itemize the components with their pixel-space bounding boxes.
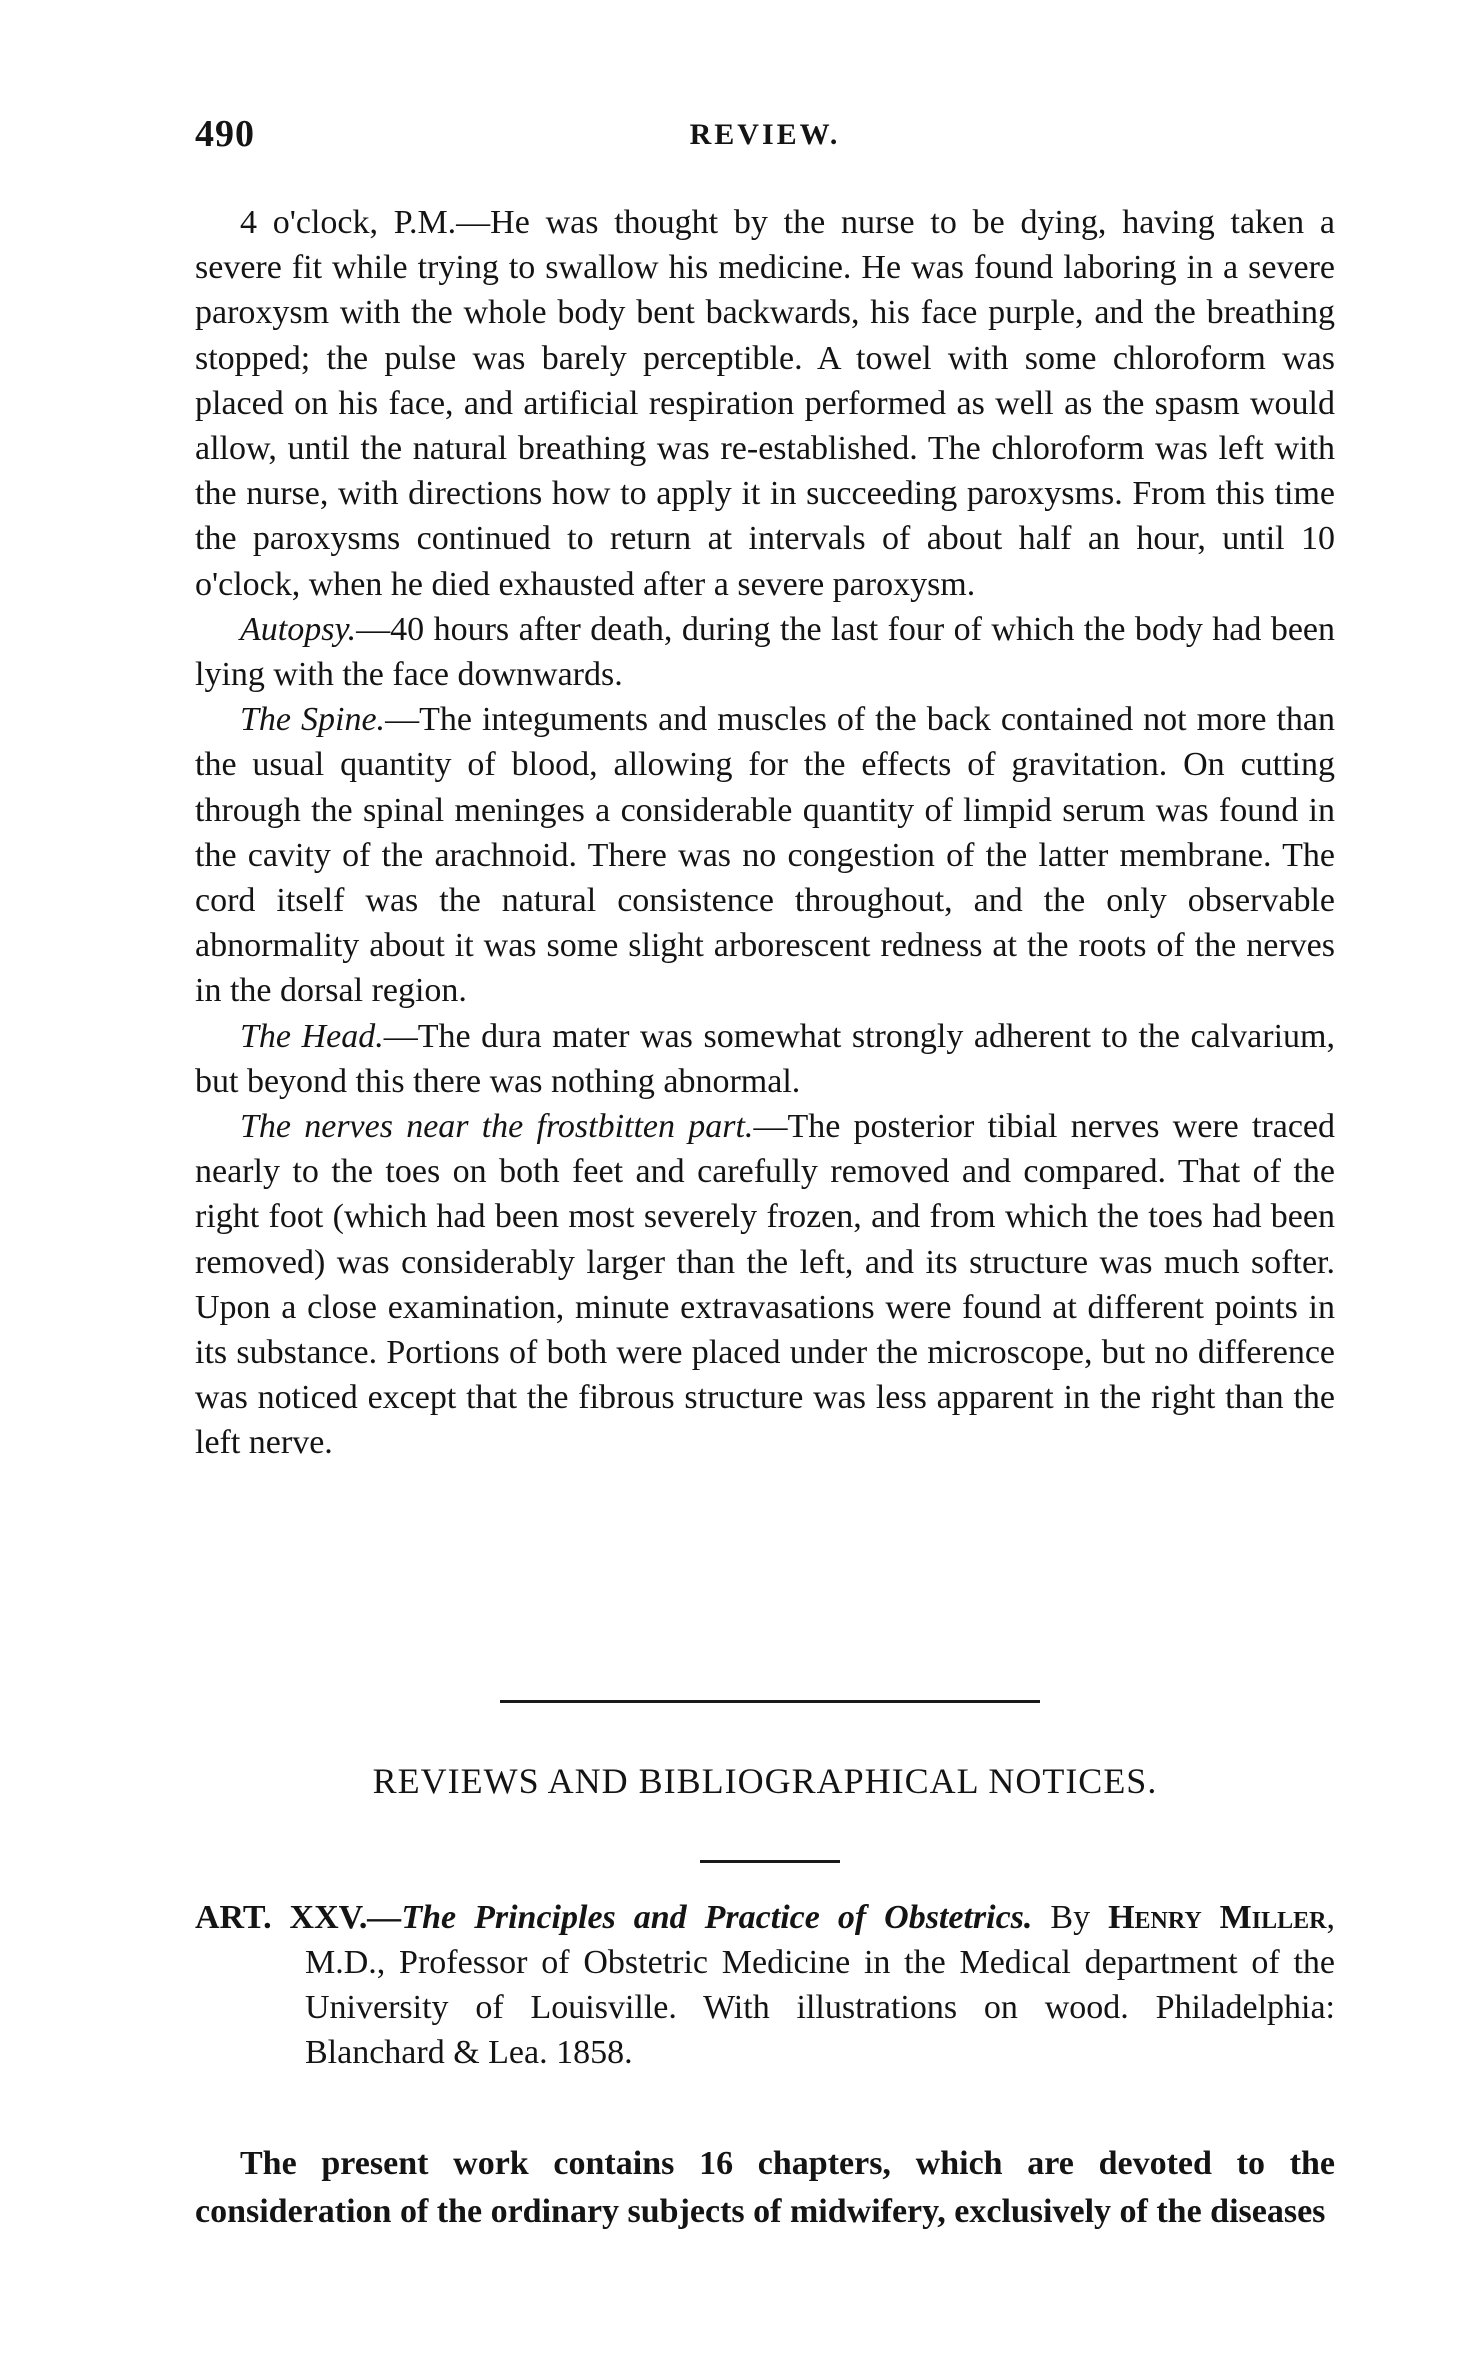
section-heading: REVIEWS AND BIBLIOGRAPHICAL NOTICES. bbox=[372, 1761, 1158, 1801]
paragraph-spine bbox=[195, 697, 1335, 1013]
paragraph-lead: The Head. bbox=[240, 1017, 384, 1055]
article-author: Henry Miller bbox=[1108, 1899, 1327, 1936]
page-number: 490 bbox=[195, 113, 255, 155]
case-report-text bbox=[195, 200, 1335, 1466]
paragraph-text: —The integuments and muscles of the back contained not more than the usual quantity of blood, allowing for the effects of gravitation. On cutting through the spinal meninges a considerable quantity of limpid serum was found in the cavity of the arachnoid. There was no congestion of the latter membrane. The cord itself was the natural consistence throughout, and the only observable abnormality about it was some slight arborescent redness at the roots of the nerves in the dorsal region. bbox=[195, 701, 1335, 1010]
article-details: , M.D., Professor of Obstetric Medicine in the Medical department of the University of Louisville. With illustrations on wood. Philadelphia: Blanchard & Lea. 1858. bbox=[305, 1899, 1335, 2071]
paragraph-lead: The nerves near the frostbitten part. bbox=[240, 1108, 754, 1146]
article-citation bbox=[195, 1895, 1335, 2075]
paragraph-text: 4 o'clock, P.M.—He was thought by the nurse to be dying, having taken a severe fit while trying to swallow his medicine. He was found laboring in a severe paroxysm with the whole body bent backwards, his face purple, and the breathing stopped; the pulse was barely perceptible. A towel with some chloroform was placed on his face, and artificial respiration performed as well as the spasm would allow, until the natural breathing was re-established. The chloroform was left with the nurse, with directions how to apply it in succeeding paroxysms. From this time the paroxysms continued to return at intervals of about half an hour, until 10 o'clock, when he died exhausted after a severe paroxysm. bbox=[195, 204, 1335, 603]
article-by: By bbox=[1032, 1899, 1109, 1936]
paragraph-head bbox=[195, 1014, 1335, 1104]
paragraph-text: —The dura mater was somewhat strongly adherent to the calvarium, but beyond this there was nothing abnormal. bbox=[195, 1017, 1335, 1100]
section-divider bbox=[500, 1700, 1040, 1703]
paragraph-time-of-death bbox=[195, 200, 1335, 607]
running-head bbox=[195, 112, 1335, 162]
paragraph-nerves bbox=[195, 1104, 1335, 1466]
article-label: ART. XXV. bbox=[195, 1899, 368, 1936]
paragraph-text: —40 hours after death, during the last four of which the body had been lying with the face downwards. bbox=[195, 610, 1335, 694]
paragraph-lead: The Spine. bbox=[240, 701, 386, 739]
citation-paragraph bbox=[195, 1895, 1335, 2075]
intro-paragraph: The present work contains 16 chapters, which are devoted to the consideration of the ordinary subjects of midwifery, exclusively of the diseases bbox=[195, 2145, 1335, 2230]
heading-underline bbox=[700, 1860, 840, 1863]
paragraph-lead: Autopsy. bbox=[240, 610, 357, 648]
paragraph-autopsy bbox=[195, 607, 1335, 697]
paragraph-text: —The posterior tibial nerves were traced nearly to the toes on both feet and carefully removed and compared. That of the right foot (which had been most severely frozen, and from which the toes had been removed) was considerably larger than the left, and its structure was much softer. Upon a close examination, minute extravasations were found at different points in its substance. Portions of both were placed under the microscope, but no difference was noticed except that the fibrous structure was less apparent in the right than the left nerve. bbox=[195, 1108, 1335, 1462]
review-intro bbox=[195, 2140, 1335, 2236]
article-title: —The Principles and Practice of Obstetrics. bbox=[367, 1899, 1033, 1936]
running-title: REVIEW. bbox=[689, 118, 841, 151]
